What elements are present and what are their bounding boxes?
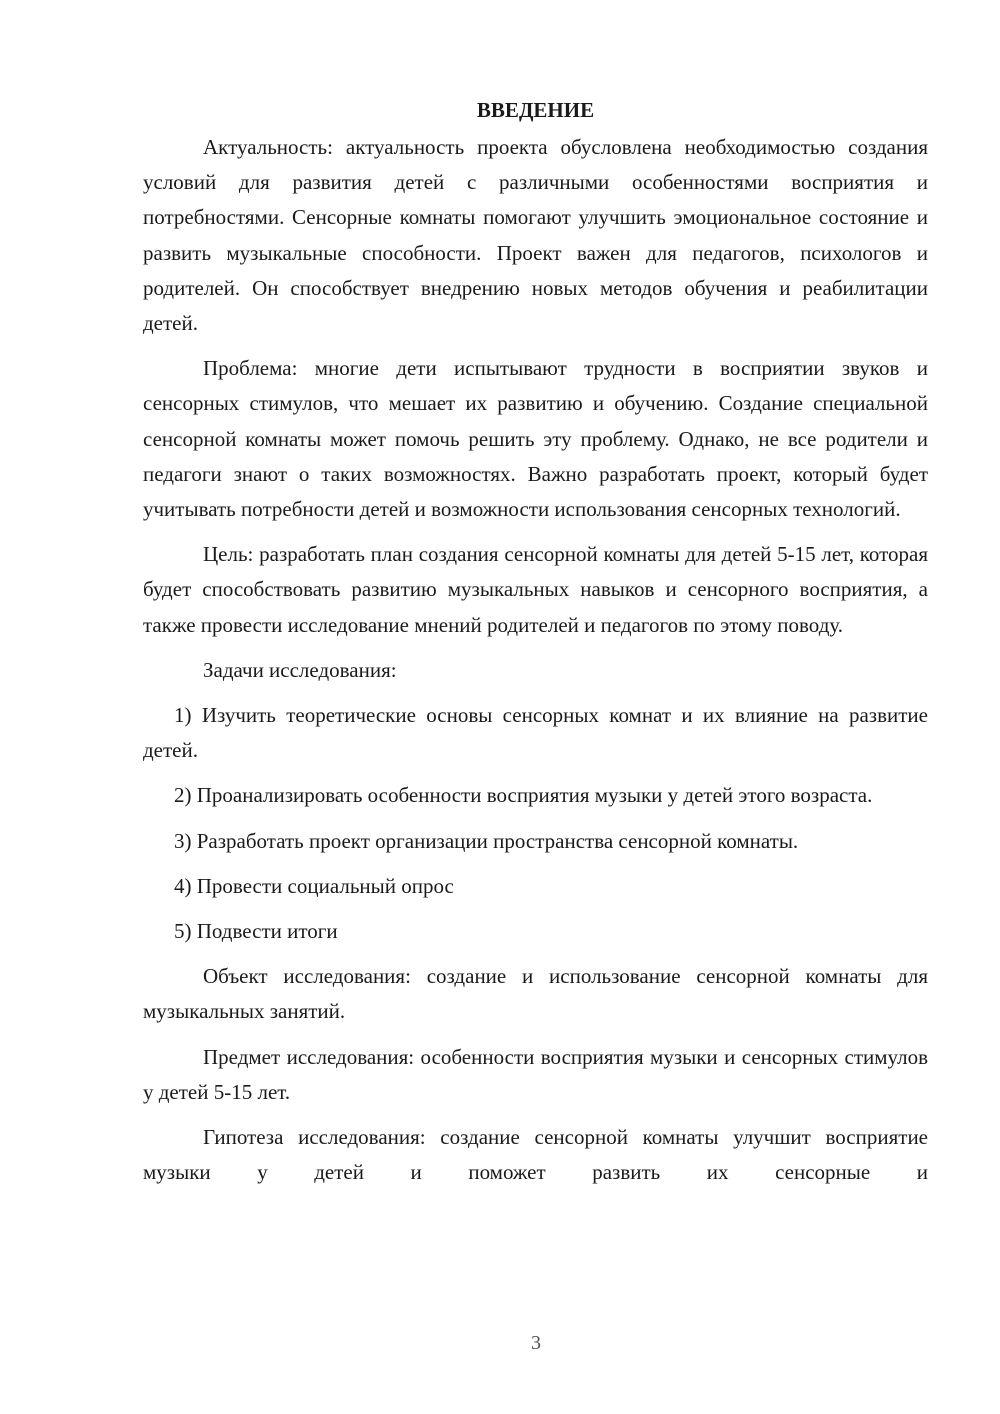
paragraph-relevance: Актуальность: актуальность проекта обусловлена необходимостью создания условий для развития детей с различными особенностями восприятия и потребностями. Сенсорные комнаты помогают улучшить эмоциональное состояние и развить музыкальные способности. Проект важен для педагогов, психологов и родителей. Он способствует внедрению новых методов обучения и реабилитации детей. xyxy=(143,135,928,336)
paragraph-hypothesis: Гипотеза исследования: создание сенсорной комнаты улучшит восприятие музыки у детей и поможет развить их сенсорные и xyxy=(143,1125,928,1185)
page-title: ВВЕДЕНИЕ xyxy=(476,98,595,122)
paragraph-goal: Цель: разработать план создания сенсорной комнаты для детей 5-15 лет, которая будет способствовать развитию музыкальных навыков и сенсорного восприятия, а также провести исследование мнений родителей и педагогов по этому поводу. xyxy=(143,542,928,637)
task-item-3: 3) Разработать проект организации пространства сенсорной комнаты. xyxy=(174,828,799,853)
page-number: 3 xyxy=(531,1332,541,1354)
task-item-1: 1) Изучить теоретические основы сенсорных комнат и их влияние на развитие детей. xyxy=(143,703,928,763)
paragraph-problem: Проблема: многие дети испытывают трудности в восприятии звуков и сенсорных стимулов, что мешает их развитию и обучению. Создание специальной сенсорной комнаты может помочь решить эту проблему. Однако, не все родители и педагоги знают о таких возможностях. Важно разработать проект, который будет учитывать потребности детей и возможности использования сенсорных технологий. xyxy=(143,356,928,522)
task-item-2: 2) Проанализировать особенности восприятия музыки у детей этого возраста. xyxy=(174,783,873,808)
task-item-5: 5) Подвести итоги xyxy=(174,919,338,944)
paragraph-subject: Предмет исследования: особенности восприятия музыки и сенсорных стимулов у детей 5-15 лет. xyxy=(143,1044,928,1104)
paragraph-tasks-heading: Задачи исследования: xyxy=(203,657,397,682)
paragraph-object: Объект исследования: создание и использование сенсорной комнаты для музыкальных занятий. xyxy=(143,964,928,1024)
task-item-4: 4) Провести социальный опрос xyxy=(174,873,454,898)
page-content xyxy=(143,92,928,1190)
